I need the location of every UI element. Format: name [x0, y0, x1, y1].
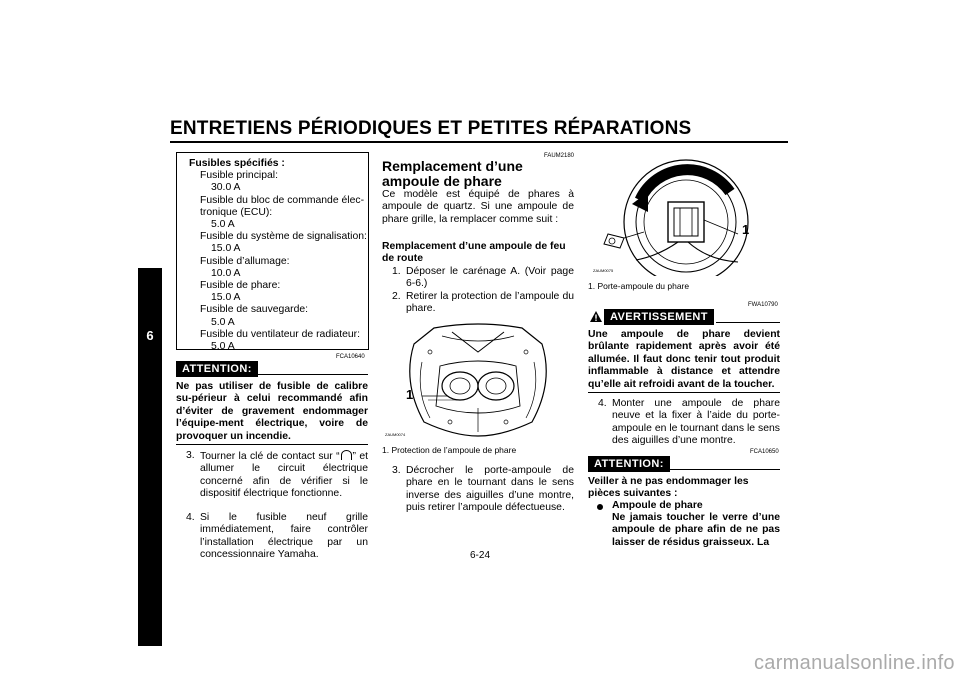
site-watermark: carmanualsonline.info: [754, 652, 955, 674]
attention-text: Veiller à ne pas endommager les pièces suivantes :: [588, 476, 749, 500]
headlight-cover-illustration: [382, 322, 574, 440]
fuse-value: 30.0 A: [211, 182, 241, 194]
step-text-part: Tourner la clé de contact sur “: [200, 451, 340, 462]
fuse-spec-box: [176, 152, 369, 353]
fuse-value: 15.0 A: [211, 243, 241, 255]
fuse-line: Fusible du ventilateur de radiateur:: [200, 328, 360, 340]
fuse-value: 15.0 A: [211, 292, 241, 304]
bulb-holder-figure: [588, 156, 780, 276]
figure-code: ZAUM0074: [385, 432, 406, 437]
fuse-line: Fusible de sauvegarde:: [200, 304, 309, 316]
step-number: 1.: [392, 266, 401, 277]
badge-rule: [258, 374, 368, 375]
section-code: FCA10650: [750, 449, 779, 455]
fuse-line: Fusible principal:: [200, 170, 278, 182]
intro-text: Ce modèle est équipé de phares à ampoule de quartz. Si une ampoule de phare grille, la remplacer comme suit :: [382, 189, 574, 225]
warning-triangle-icon: [590, 310, 602, 322]
section-code: FWA10790: [748, 302, 778, 308]
fuse-box-title: Fusibles spécifiés :: [189, 158, 285, 169]
figure-caption: 1. Protection de l’ampoule de phare: [382, 445, 517, 455]
bullet-text: Ne jamais toucher le verre d’une ampoule de phare afin de ne pas laisser de résidus graisseux. La: [612, 512, 780, 548]
warning-end-rule: [588, 392, 780, 393]
step-text: [200, 450, 368, 501]
bulb-holder-illustration: [588, 156, 780, 276]
bullet-dot-icon: [597, 504, 603, 510]
attention-badge: ATTENTION:: [588, 456, 670, 472]
step-text: Déposer le carénage A. (Voir page 6-6.): [406, 266, 574, 290]
badge-rule: [670, 469, 780, 470]
step-number: 3.: [186, 450, 195, 461]
step-number: 3.: [392, 465, 401, 476]
section-code: FCA10640: [336, 354, 365, 360]
step-number: 4.: [186, 512, 195, 523]
fuse-warning-text: Ne pas utiliser de fusible de calibre su-périeur à celui recommandé afin d’éviter de gravement endommager l’équipe-ment électrique, voire de provoquer un incendie.: [176, 381, 368, 442]
step-number: 2.: [392, 291, 401, 302]
bullet-title: Ampoule de phare: [612, 500, 703, 511]
page-header-title: ENTRETIENS PÉRIODIQUES ET PETITES RÉPARATIONS: [170, 118, 692, 139]
step-text: Retirer la protection de l’ampoule du phare.: [406, 291, 574, 315]
subsection-title: Remplacement d’une ampoule de feu de route: [382, 241, 566, 265]
step-text: Décrocher le porte-ampoule de phare en le tournant dans le sens inverse des aiguilles d’une montre, puis retirer l’ampoule défectueuse.: [406, 465, 574, 514]
chapter-number: 6: [146, 328, 154, 343]
headlight-cover-figure: [382, 322, 574, 440]
step-number: 4.: [598, 398, 607, 409]
attention-badge: ATTENTION:: [176, 361, 258, 377]
fuse-line: Fusible du bloc de commande élec-: [200, 194, 365, 206]
section-title: Remplacement d’une ampoule de phare: [382, 158, 523, 189]
fuse-line: Fusible du système de signalisation:: [200, 231, 367, 243]
on-symbol-icon: [341, 450, 352, 460]
section-code: FAUM2180: [544, 153, 575, 159]
warning-badge: AVERTISSEMENT: [604, 309, 714, 325]
figure-caption: 1. Porte-ampoule du phare: [588, 281, 690, 291]
fuse-value: 10.0 A: [211, 267, 241, 279]
step-text-part: ” et allumer le circuit électrique concerné afin de vérifier si le dispositif électrique fonctionne.: [200, 451, 369, 500]
step-text: Monter une ampoule de phare neuve et la fixer à l’aide du porte-ampoule en le tournant dans le sens des aiguilles d’une montre.: [612, 398, 780, 447]
warning-end-rule: [176, 444, 368, 445]
callout-number: 1: [742, 222, 750, 237]
page-number: 6-24: [469, 550, 490, 561]
badge-rule: [716, 322, 780, 323]
callout-number: 1: [406, 387, 414, 402]
fuse-value: 5.0 A: [211, 341, 235, 353]
fuse-value: 5.0 A: [211, 219, 235, 231]
fuse-line: Fusible de phare:: [200, 280, 281, 292]
header-rule: [170, 141, 788, 143]
fuse-value: 5.0 A: [211, 316, 235, 328]
figure-code: ZAUM0075: [593, 268, 614, 273]
step-text: Si le fusible neuf grille immédiatement, faire contrôler l’installation électrique par un concessionnaire Yamaha.: [200, 512, 368, 561]
fuse-line: Fusible d’allumage:: [200, 255, 290, 267]
hot-bulb-warning-text: Une ampoule de phare devient brûlante rapidement après avoir été allumée. Il faut donc tenir tout produit inflammable à distance et attendre qu’elle ait refroidi avant de la toucher.: [588, 329, 780, 390]
chapter-tab: [138, 268, 162, 646]
fuse-line: tronique (ECU):: [200, 206, 273, 218]
